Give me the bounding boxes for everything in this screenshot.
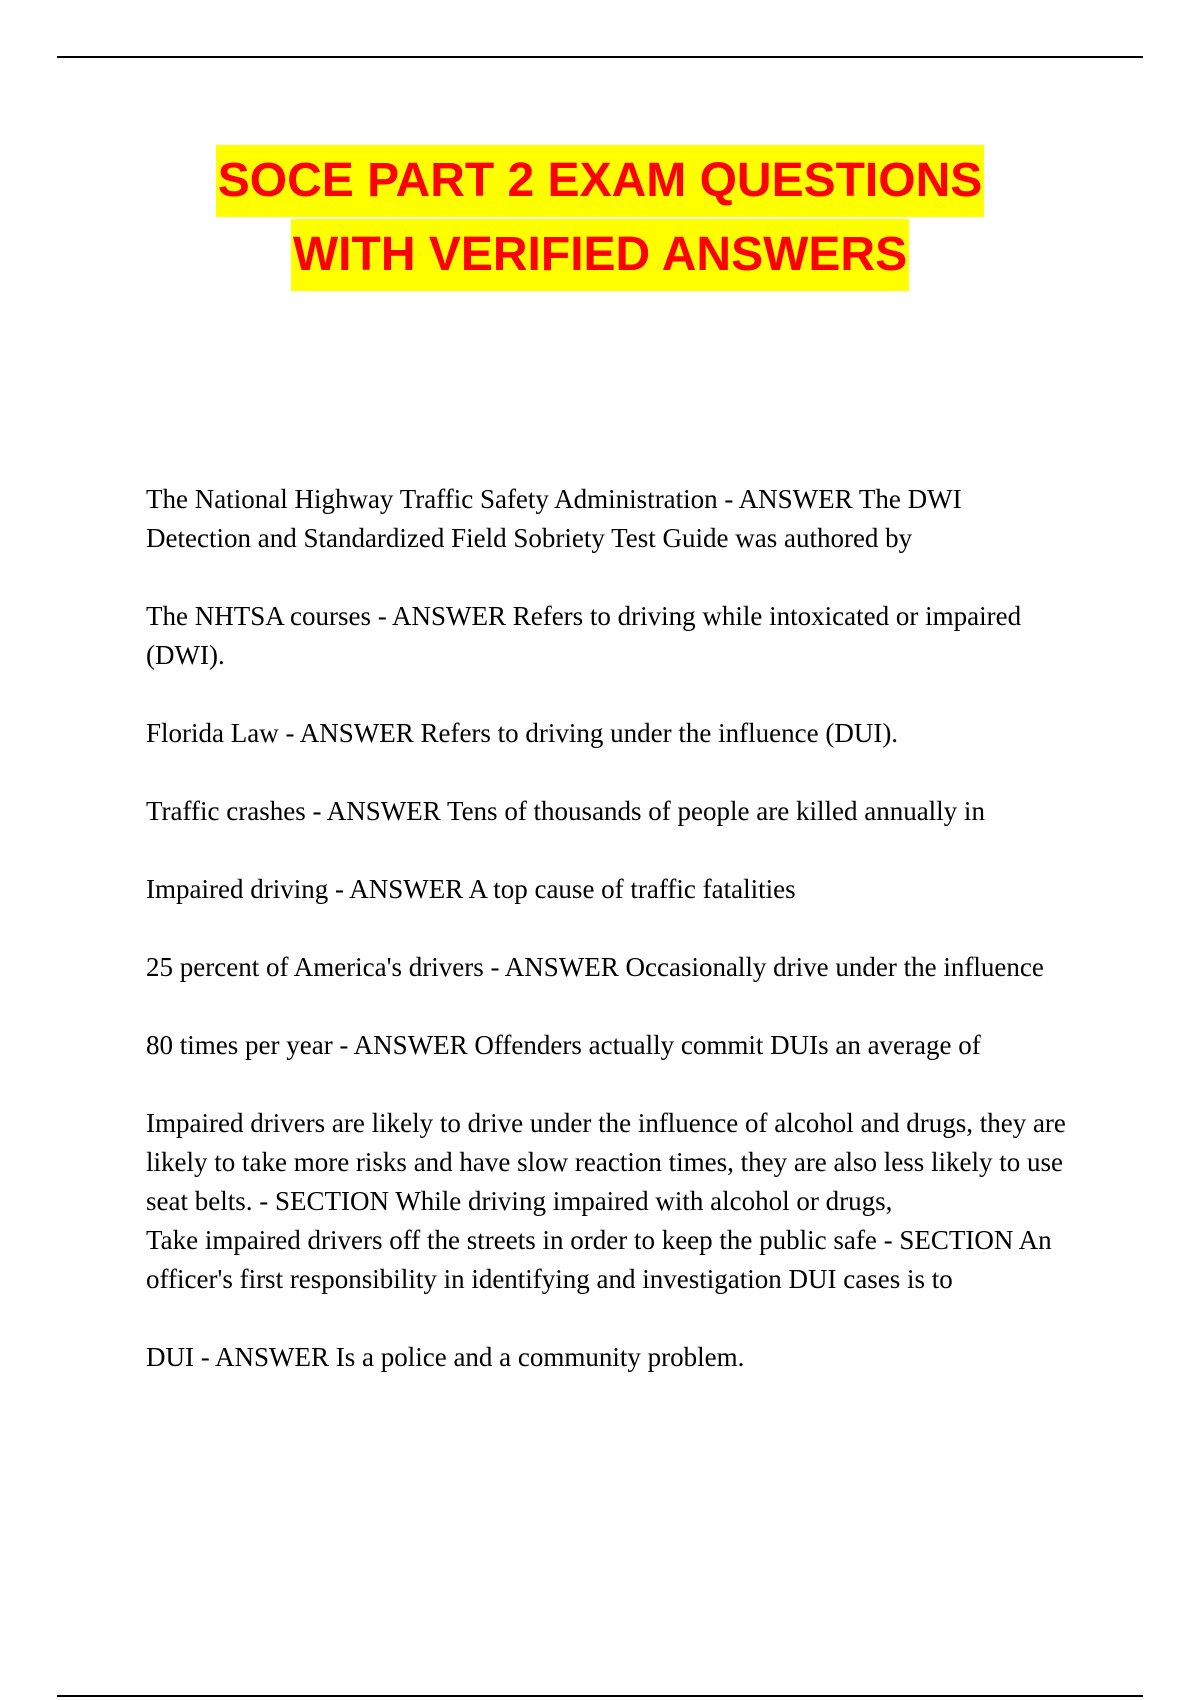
qa-entry: 80 times per year - ANSWER Offenders actually commit DUIs an average of — [146, 1030, 981, 1060]
title-line-1: SOCE PART 2 EXAM QUESTIONS — [216, 145, 985, 217]
qa-entry: The NHTSA courses - ANSWER Refers to driving while intoxicated or impaired (DWI). — [146, 601, 1022, 670]
qa-entry: Impaired driving - ANSWER A top cause of traffic fatalities — [146, 874, 796, 904]
title-line-2: WITH VERIFIED ANSWERS — [291, 219, 909, 291]
top-rule — [57, 56, 1143, 58]
qa-entry: Impaired drivers are likely to drive under the influence of alcohol and drugs, they are likely to take more risks and have slow reaction times, they are also less likely to use seat belts. - SECTION While driving impaired with alcohol or drugs, — [146, 1108, 1066, 1216]
qa-entry: Florida Law - ANSWER Refers to driving under the influence (DUI). — [146, 718, 899, 748]
qa-entry: The National Highway Traffic Safety Administration - ANSWER The DWI Detection and Standardized Field Sobriety Test Guide was authored by — [146, 484, 962, 553]
qa-entry: Traffic crashes - ANSWER Tens of thousands of people are killed annually in — [146, 796, 985, 826]
bottom-rule — [57, 1695, 1143, 1697]
qa-entry: 25 percent of America's drivers - ANSWER Occasionally drive under the influence — [146, 952, 1044, 982]
document-title — [0, 145, 1200, 291]
qa-entry: DUI - ANSWER Is a police and a community problem. — [146, 1342, 745, 1372]
qa-list — [146, 480, 1066, 1416]
qa-entry: Take impaired drivers off the streets in order to keep the public safe - SECTION An officer's first responsibility in identifying and investigation DUI cases is to — [146, 1225, 1052, 1294]
